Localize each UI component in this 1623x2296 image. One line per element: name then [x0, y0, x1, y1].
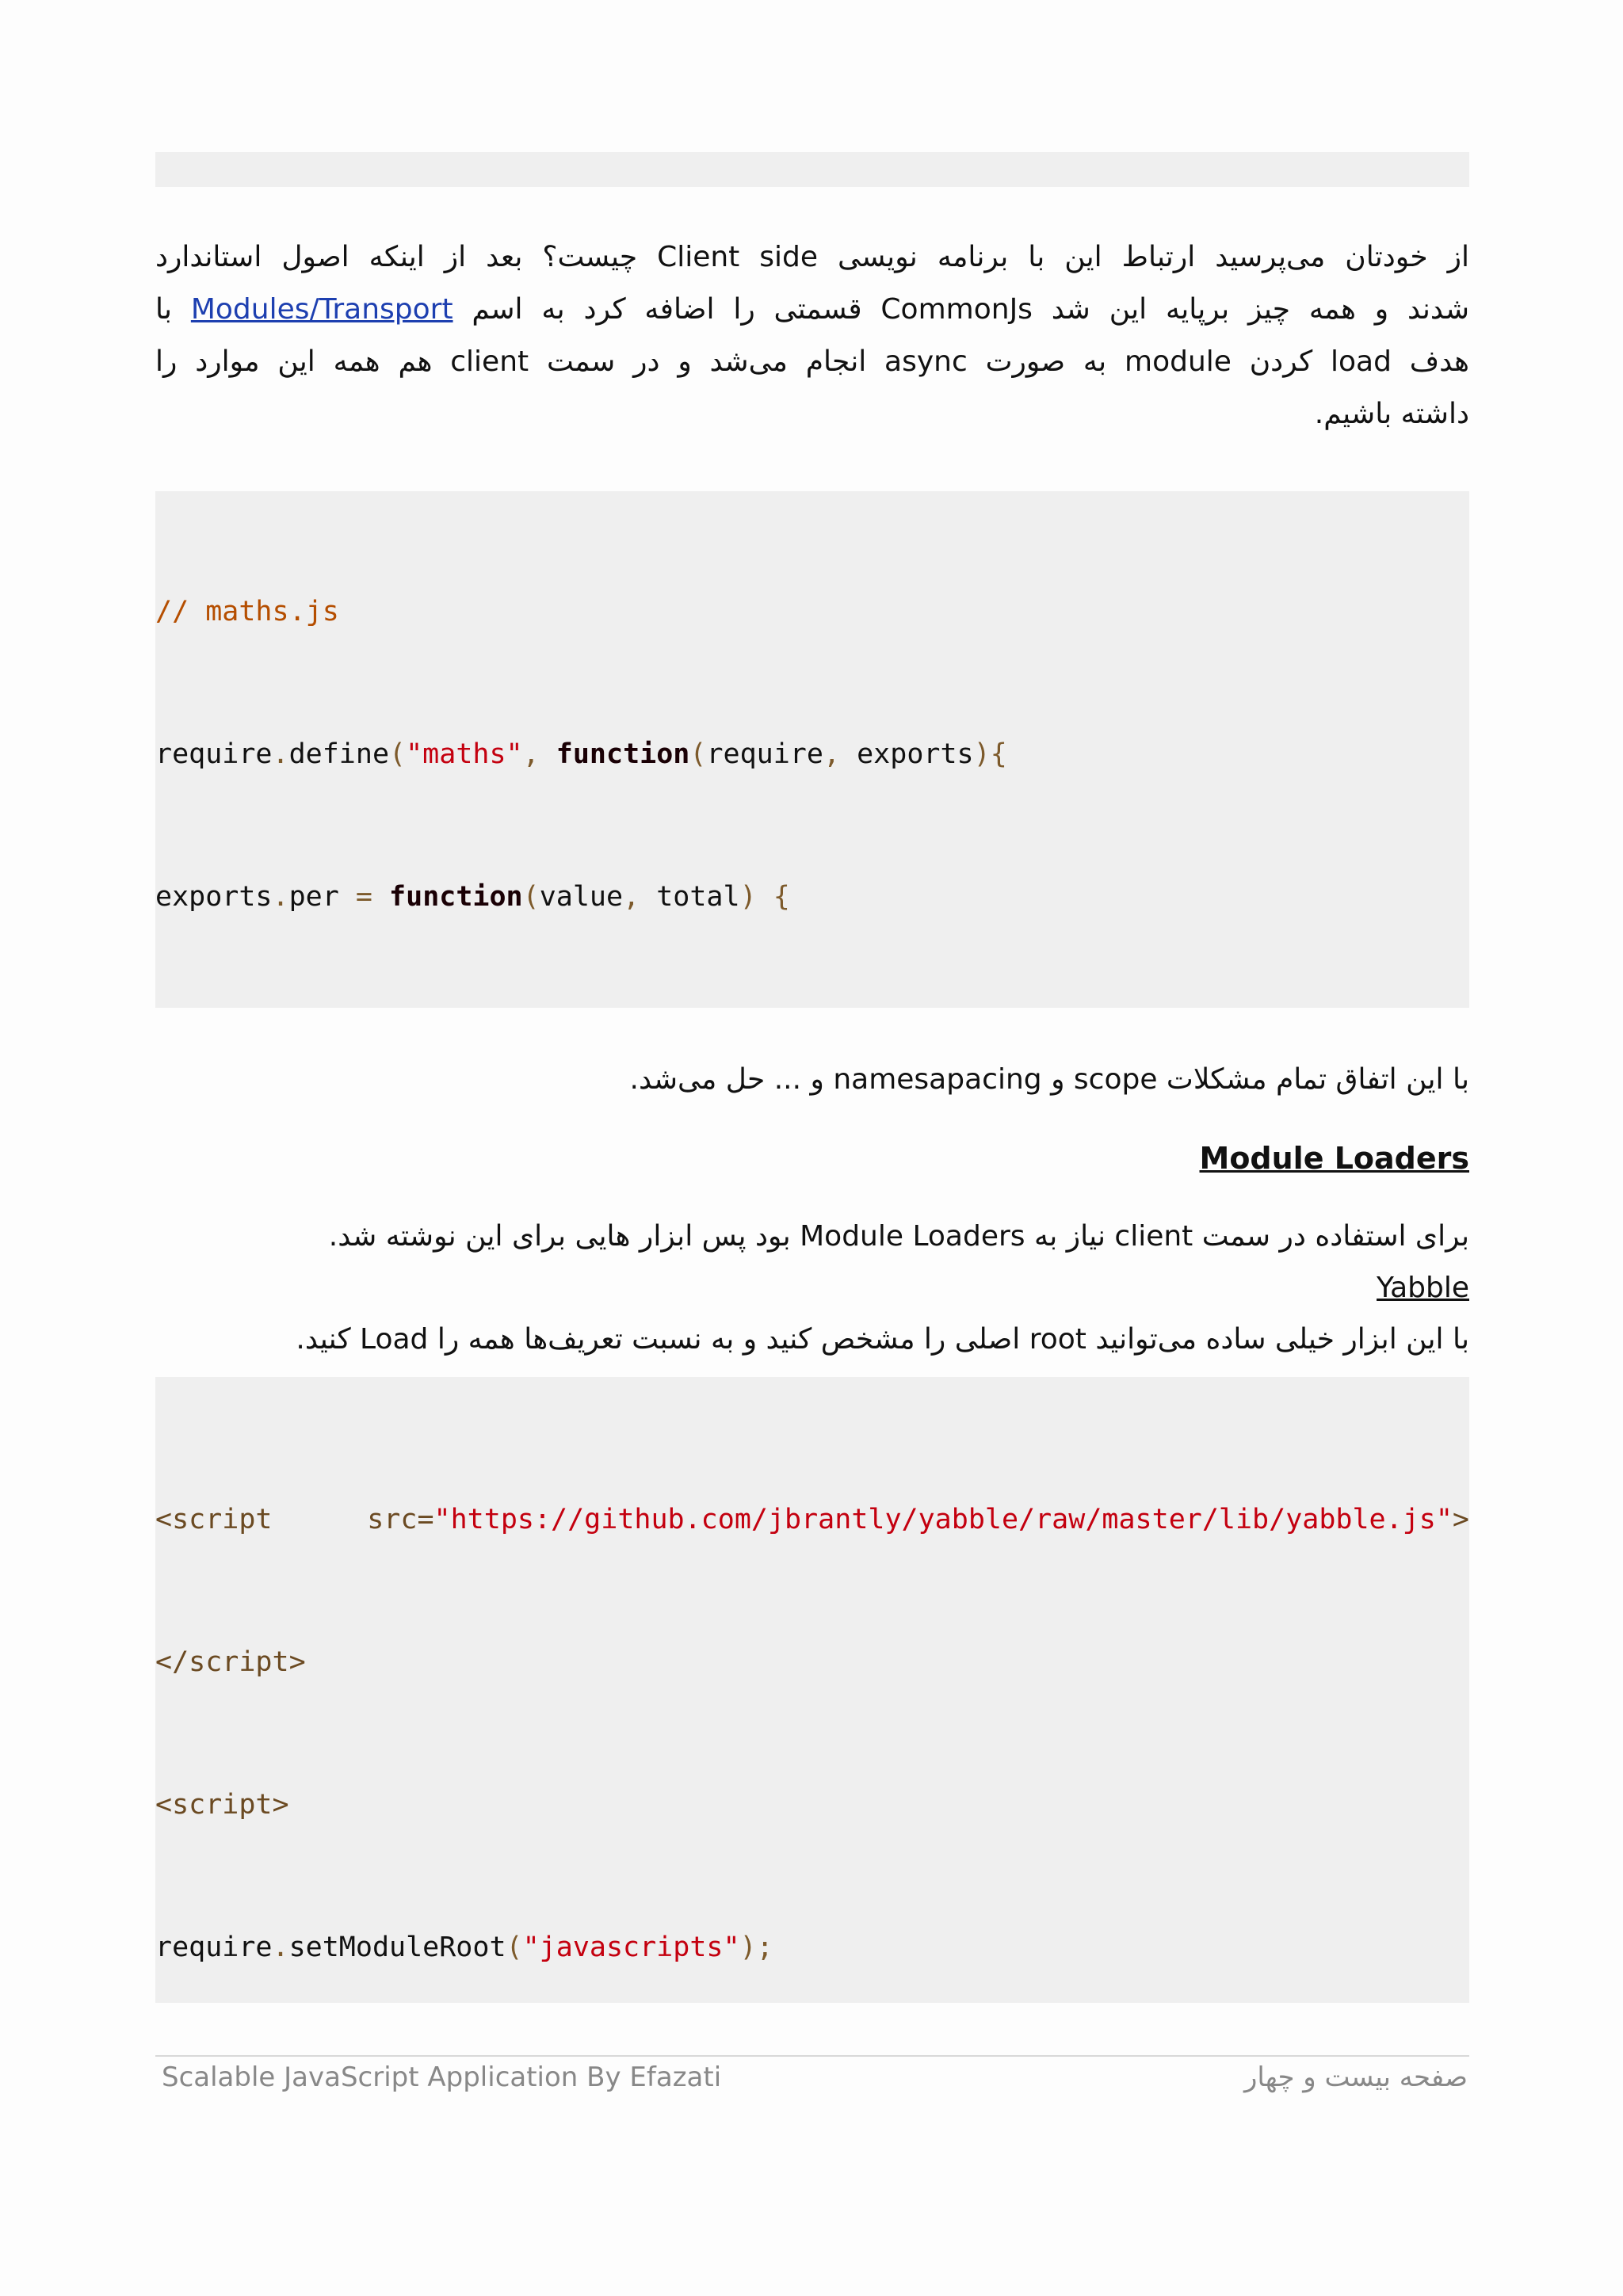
paragraph-line: از خودتان می‌پرسید ارتباط این با برنامه نویسی Client side چیست؟ بعد از اینکه اصول استاندارد: [155, 241, 1470, 273]
code-line: </script>: [155, 1646, 306, 1678]
code-keyword: function: [389, 881, 523, 913]
paragraph-line: داشته باشیم.: [1314, 398, 1469, 430]
paragraph-loaders: [155, 1211, 1469, 1366]
section-heading: Module Loaders: [1199, 1141, 1469, 1176]
yabble-label: Yabble: [1377, 1272, 1469, 1304]
footer-page-number: صفحه بیست و چهار: [1244, 2061, 1468, 2093]
code-comment: // maths.js: [155, 596, 339, 627]
paragraph-line: برای استفاده در سمت client نیاز به Module Loaders بود پس ابزار هایی برای این نوشته شد.: [328, 1220, 1469, 1253]
paragraph-text: شدند و همه چیز برپایه این شد CommonJs قسمتی را اضافه کرد به اسم: [453, 293, 1469, 326]
code-string: "javascripts": [522, 1932, 740, 1963]
modules-transport-link[interactable]: Modules/Transport: [190, 293, 453, 326]
paragraph-line: [155, 284, 1469, 336]
code-block-modules: [155, 491, 1469, 1008]
footer-title: Scalable JavaScript Application By Efazati: [162, 2061, 722, 2093]
code-string: "maths": [406, 738, 523, 770]
code-block-yabble: [155, 1377, 1469, 2003]
footer-divider: [155, 2055, 1469, 2057]
code-line: <script>: [155, 1789, 289, 1821]
code-line: require.setModuleRoot("javascripts");: [155, 1932, 773, 1963]
code-keyword: function: [556, 738, 690, 770]
paragraph-line: با این ابزار خیلی ساده می‌توانید root اصلی را مشخص کنید و به نسبت تعریف‌ها همه را Load کنید.: [296, 1323, 1469, 1356]
code-string: "https://github.com/jbrantly/yabble/raw/master/lib/yabble.js": [433, 1504, 1453, 1535]
code-line: exports.per = function(value, total) {: [155, 881, 790, 913]
code-line: require.define("maths", function(require, exports){: [155, 738, 1007, 770]
paragraph-text: با: [155, 293, 191, 326]
paragraph-intro: [155, 231, 1469, 441]
paragraph-line: هدف load کردن module به صورت async انجام می‌شد و در سمت client هم همه این موارد را: [155, 345, 1470, 378]
paragraph-result: با این اتفاق تمام مشکلات scope و namesapacing و ... حل می‌شد.: [629, 1063, 1469, 1096]
code-line: <script src="https://github.com/jbrantly/yabble/raw/master/lib/yabble.js">: [155, 1504, 1469, 1535]
code-block-assert: [155, 152, 1469, 187]
